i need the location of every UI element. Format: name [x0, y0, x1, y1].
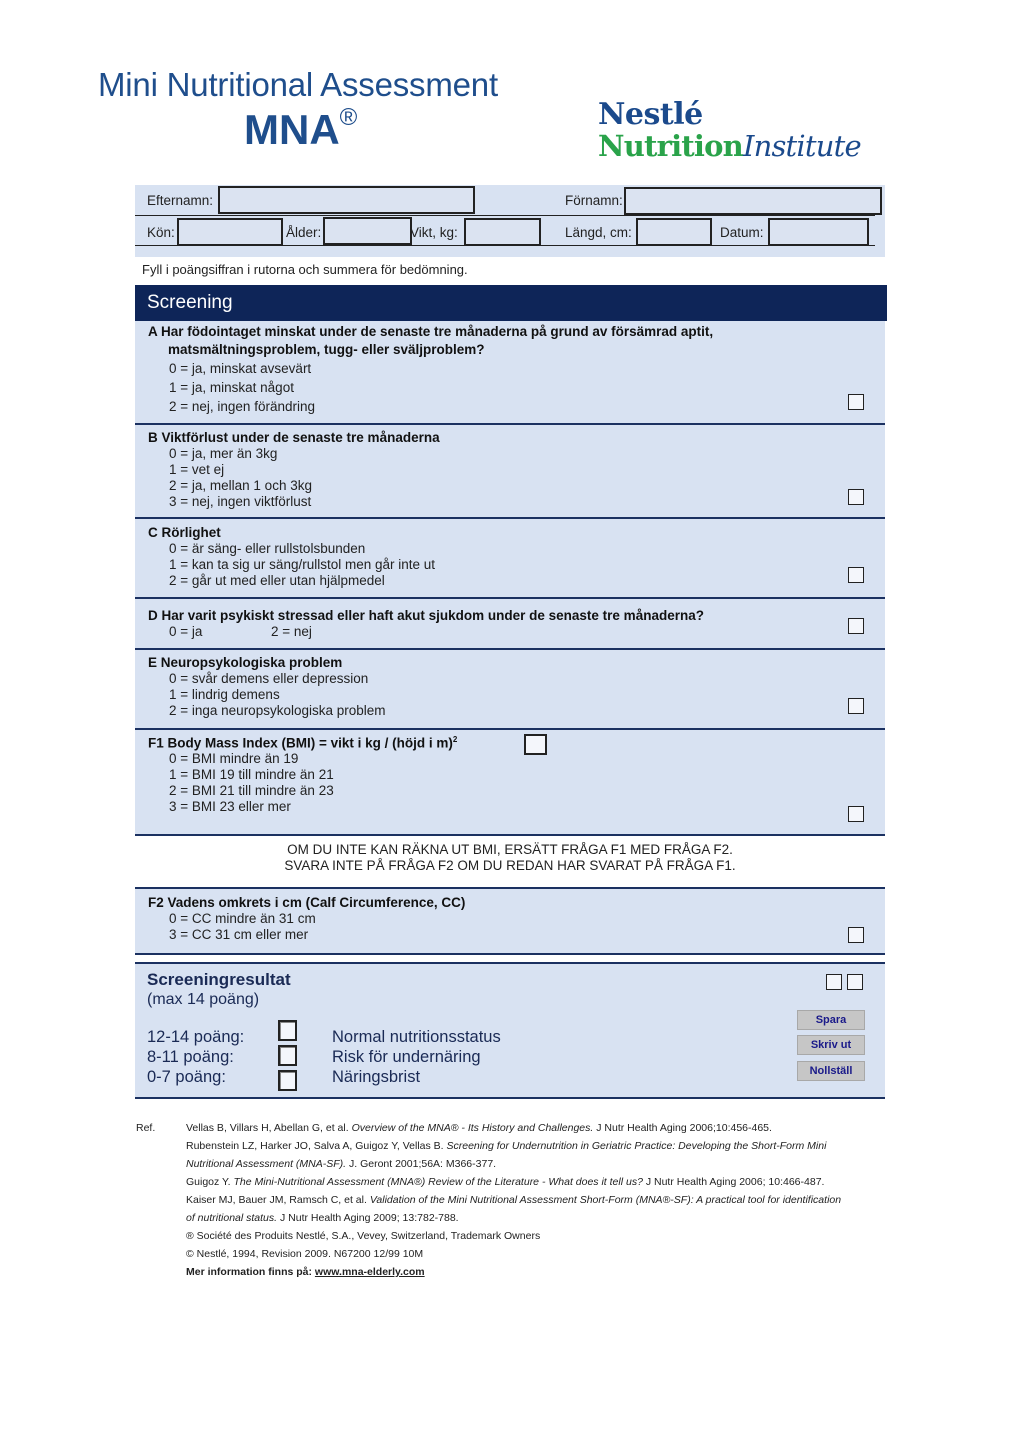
ref4-title-cont: of nutritional status. [186, 1212, 278, 1224]
copyright-notice: © Nestlé, 1994, Revision 2009. N67200 12/99 10M [186, 1248, 424, 1260]
ref1-title-b: ® - Its History and Challenges. [450, 1122, 594, 1134]
question-f1-text-main: F1 Body Mass Index (BMI) = vikt i kg / (höjd i m) [148, 735, 453, 751]
reference-3 [186, 1176, 824, 1188]
question-b-option-1: 1 = vet ej [169, 462, 225, 477]
result-range-malnourished: 0-7 poäng: [147, 1068, 226, 1086]
row2-underline [135, 245, 875, 246]
save-button[interactable]: Spara [797, 1010, 865, 1030]
question-e-section [135, 650, 885, 730]
question-d-option-0: 0 = ja [169, 624, 203, 639]
result-max-score: (max 14 poäng) [147, 991, 260, 1008]
weight-field[interactable] [464, 218, 541, 246]
bmi-note-line1: OM DU INTE KAN RÄKNA UT BMI, ERSÄTT FRÅGA F1 MED FRÅGA F2. [287, 842, 733, 857]
question-f2-score-box[interactable] [848, 927, 864, 943]
mna-text: MNA [244, 106, 340, 153]
nestle-logo [598, 97, 888, 166]
question-f1-option-3: 3 = BMI 23 eller mer [169, 799, 291, 814]
document-title: Mini Nutritional Assessment [98, 66, 498, 103]
question-c-option-1: 1 = kan ta sig ur säng/rullstol men går inte ut [169, 557, 436, 572]
ref2-journal: J. Geront 2001;56A: M366-377. [346, 1158, 497, 1170]
question-f1-option-0: 0 = BMI mindre än 19 [169, 751, 299, 766]
screening-result-section [135, 962, 885, 1099]
question-a-option-2: 2 = nej, ingen förändring [169, 399, 315, 414]
result-risk-checkbox[interactable] [278, 1045, 297, 1066]
trademark-notice: ® Société des Produits Nestlé, S.A., Vevey, Switzerland, Trademark Owners [186, 1230, 541, 1242]
result-title: Screeningresultat [147, 970, 291, 989]
ref3-authors: Guigoz Y. [186, 1176, 234, 1188]
question-f1-exponent: 2 [452, 735, 458, 744]
result-desc-risk: Risk för undernäring [332, 1048, 481, 1066]
question-e-text: E Neuropsykologiska problem [148, 655, 343, 670]
question-f1-text [148, 735, 457, 751]
question-f1-option-1: 1 = BMI 19 till mindre än 21 [169, 767, 334, 782]
logo-institute-word: Institute [742, 129, 861, 163]
date-label: Datum: [720, 225, 764, 240]
instruction-text: Fyll i poängsiffran i rutorna och summera för bedömning. [142, 262, 468, 277]
ref3-title-b: ®) Review of the Literature - What does it tell us? [413, 1176, 643, 1188]
ref4-title: Validation of the Mini Nutritional Assessment Short-Form (MNA®-SF): A practical tool for identification [369, 1194, 842, 1206]
question-c-option-2: 2 = går ut med eller utan hjälpmedel [169, 573, 385, 588]
references-label: Ref. [136, 1122, 156, 1134]
result-range-normal: 12-14 poäng: [147, 1028, 245, 1046]
bmi-value-box[interactable] [524, 734, 547, 755]
ref1-title-a: Overview of the MNA [351, 1122, 451, 1134]
height-field[interactable] [636, 218, 712, 246]
result-malnourished-checkbox[interactable] [278, 1070, 297, 1091]
question-b-text: B Viktförlust under de senaste tre månaderna [148, 430, 440, 445]
bmi-instruction-note [135, 842, 885, 874]
logo-nutrition-word: Nutrition [598, 129, 743, 163]
lastname-label: Efternamn: [147, 193, 214, 208]
question-f1-option-2: 2 = BMI 21 till mindre än 23 [169, 783, 334, 798]
date-field[interactable] [768, 218, 869, 246]
sex-label: Kön: [147, 225, 175, 240]
age-label: Ålder: [286, 225, 322, 240]
reference-4-cont [186, 1212, 459, 1224]
question-a-text-line1: A Har födointaget minskat under de senaste tre månaderna på grund av försämrad aptit, [148, 324, 714, 339]
ref1-authors: Vellas B, Villars H, Abellan G, et al. [186, 1122, 352, 1134]
firstname-field[interactable] [624, 187, 882, 215]
height-label: Längd, cm: [565, 225, 632, 240]
question-a-option-1: 1 = ja, minskat något [169, 380, 294, 395]
question-b-section [135, 425, 885, 519]
question-a-section [135, 321, 885, 425]
result-normal-checkbox[interactable] [278, 1020, 297, 1041]
question-d-score-box[interactable] [848, 618, 864, 634]
question-f1-score-box[interactable] [848, 806, 864, 822]
question-d-option-2: 2 = nej [271, 624, 312, 639]
ref1-journal: J Nutr Health Aging 2006;10:456-465. [593, 1122, 772, 1134]
question-b-option-2: 2 = ja, mellan 1 och 3kg [169, 478, 312, 493]
row1-underline [135, 215, 875, 216]
logo-institute-text [598, 130, 888, 162]
question-a-score-box[interactable] [848, 394, 864, 410]
ref4-journal: J Nutr Health Aging 2009; 13:782-788. [277, 1212, 459, 1224]
lastname-field[interactable] [218, 186, 475, 214]
question-f2-option-0: 0 = CC mindre än 31 cm [169, 911, 316, 926]
question-d-text: D Har varit psykiskt stressad eller haft akut sjukdom under de senaste tre månaderna? [148, 608, 704, 623]
question-f1-section [135, 730, 885, 836]
question-e-score-box[interactable] [848, 698, 864, 714]
question-e-option-1: 1 = lindrig demens [169, 687, 280, 702]
reset-button[interactable]: Nollställ [797, 1061, 865, 1081]
print-button[interactable]: Skriv ut [797, 1035, 865, 1055]
more-info-link[interactable]: www.mna-elderly.com [314, 1266, 425, 1278]
question-c-text: C Rörlighet [148, 525, 221, 540]
reference-4 [186, 1194, 841, 1206]
more-info-label: Mer information finns på: [186, 1266, 315, 1278]
ref4-authors: Kaiser MJ, Bauer JM, Ramsch C, et al. [186, 1194, 370, 1206]
weight-label: Vikt, kg: [410, 225, 458, 240]
question-f2-section [135, 887, 885, 955]
reference-1 [186, 1122, 772, 1134]
question-f2-text: F2 Vadens omkrets i cm (Calf Circumference, CC) [148, 895, 466, 910]
result-range-risk: 8-11 poäng: [147, 1048, 234, 1066]
question-b-option-0: 0 = ja, mer än 3kg [169, 446, 278, 461]
reference-2 [186, 1140, 826, 1152]
age-field[interactable] [323, 217, 412, 245]
mna-title [244, 106, 357, 154]
question-a-option-0: 0 = ja, minskat avsevärt [169, 361, 312, 376]
question-b-option-3: 3 = nej, ingen viktförlust [169, 494, 312, 509]
screening-header: Screening [135, 285, 887, 321]
sex-field[interactable] [177, 218, 283, 246]
question-c-option-0: 0 = är säng- eller rullstolsbunden [169, 541, 366, 556]
question-b-score-box[interactable] [848, 489, 864, 505]
ref2-title-cont: Nutritional Assessment (MNA-SF). [186, 1158, 347, 1170]
result-desc-normal: Normal nutritionsstatus [332, 1028, 501, 1046]
bmi-note-line2: SVARA INTE PÅ FRÅGA F2 OM DU REDAN HAR SVARAT PÅ FRÅGA F1. [284, 858, 736, 873]
ref3-journal: J Nutr Health Aging 2006; 10:466-487. [642, 1176, 825, 1188]
question-a-text-line2: matsmältningsproblem, tugg- eller sväljproblem? [168, 342, 485, 357]
registered-mark: ® [339, 104, 358, 131]
total-score-ones-box[interactable] [847, 974, 863, 990]
question-c-section [135, 519, 885, 599]
firstname-label: Förnamn: [565, 193, 623, 208]
question-f2-option-3: 3 = CC 31 cm eller mer [169, 927, 309, 942]
patient-info [135, 185, 885, 257]
reference-2-cont [186, 1158, 496, 1170]
ref3-title-a: The Mini-Nutritional Assessment (MNA [233, 1176, 414, 1188]
question-e-option-2: 2 = inga neuropsykologiska problem [169, 703, 386, 718]
ref2-title: Screening for Undernutrition in Geriatric Practice: Developing the Short-Form Mini [446, 1140, 827, 1152]
result-desc-malnourished: Näringsbrist [332, 1068, 421, 1086]
question-d-section [135, 599, 885, 650]
logo-nestle-text: Nestlé [598, 97, 703, 132]
more-info [186, 1266, 425, 1278]
question-e-option-0: 0 = svår demens eller depression [169, 671, 369, 686]
total-score-tens-box[interactable] [826, 974, 842, 990]
ref2-authors: Rubenstein LZ, Harker JO, Salva A, Guigoz Y, Vellas B. [186, 1140, 447, 1152]
question-c-score-box[interactable] [848, 567, 864, 583]
